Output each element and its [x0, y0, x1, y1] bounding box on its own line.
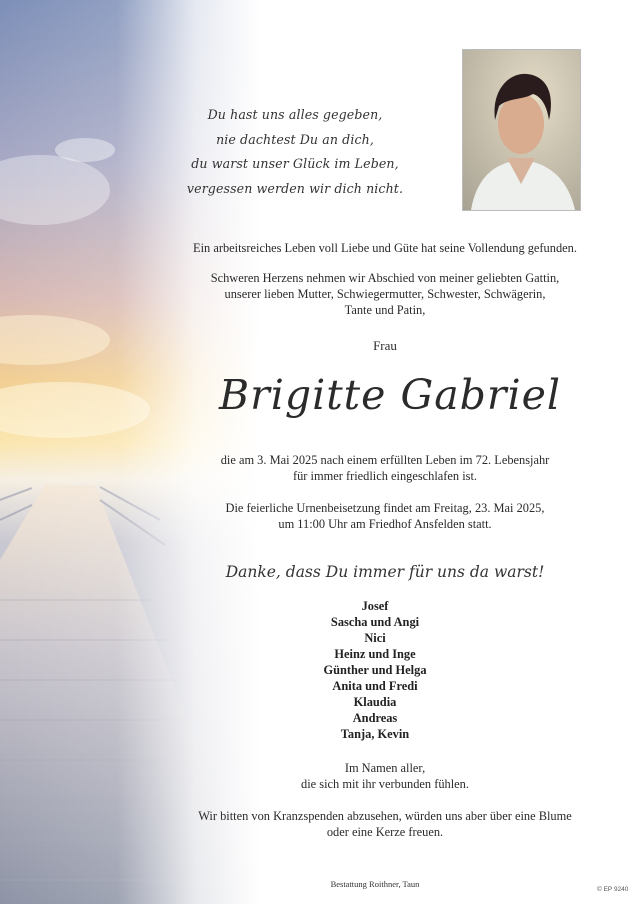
intro-line: Ein arbeitsreiches Leben voll Liebe und Güte hat seine Vollendung gefunden. [193, 241, 577, 255]
print-code: © EP 9240 [597, 886, 629, 893]
on-behalf-text [170, 760, 600, 792]
family-member: Sascha und Angi [330, 615, 420, 629]
family-member: Andreas [352, 711, 398, 725]
family-member: Klaudia [353, 695, 397, 709]
family-member: Heinz und Inge [334, 647, 416, 661]
death-notice-line: die am 3. Mai 2025 nach einem erfüllten Leben im 72. Lebensjahr [220, 453, 550, 467]
poem-line: nie dachtest Du an dich, [216, 131, 374, 147]
farewell-line: unserer lieben Mutter, Schwiegermutter, Schwester, Schwägerin, [224, 287, 546, 301]
farewell-line: Schweren Herzens nehmen wir Abschied von meiner geliebten Gattin, [210, 271, 560, 285]
ceremony-line: um 11:00 Uhr am Friedhof Ansfelden statt. [278, 517, 492, 531]
poem [175, 103, 415, 201]
ceremony-info [170, 500, 600, 532]
family-list [250, 598, 500, 742]
request-text [170, 808, 600, 840]
poem-line: Du hast uns alles gegeben, [207, 107, 383, 122]
farewell-line: Tante und Patin, [344, 303, 426, 317]
portrait-photo [463, 50, 580, 210]
salutation: Frau [373, 338, 397, 353]
request-line: oder eine Kerze freuen. [326, 825, 444, 839]
on-behalf-line: Im Namen aller, [344, 761, 426, 775]
intro-text [170, 240, 600, 256]
family-member: Nici [364, 631, 386, 645]
family-member: Günther und Helga [323, 663, 427, 677]
funeral-home: Bestattung Roithner, Taun [330, 879, 420, 889]
death-notice-line: für immer friedlich eingeschlafen ist. [292, 469, 478, 483]
thanks-line: Danke, dass Du immer für uns da warst! [225, 563, 545, 581]
poem-line: vergessen werden wir dich nicht. [186, 180, 404, 196]
farewell-text [170, 270, 600, 318]
ceremony-line: Die feierliche Urnenbeisetzung findet am Freitag, 23. Mai 2025, [225, 501, 545, 515]
deceased-name: Brigitte Gabriel [219, 371, 561, 419]
family-member: Josef [361, 599, 389, 613]
family-member: Tanja, Kevin [340, 727, 410, 741]
request-line: Wir bitten von Kranzspenden abzusehen, würden uns aber über eine Blume [198, 809, 572, 823]
poem-line: du warst unser Glück im Leben, [191, 156, 399, 171]
on-behalf-line: die sich mit ihr verbunden fühlen. [301, 777, 469, 791]
family-member: Anita und Fredi [332, 679, 418, 693]
death-notice [170, 452, 600, 484]
